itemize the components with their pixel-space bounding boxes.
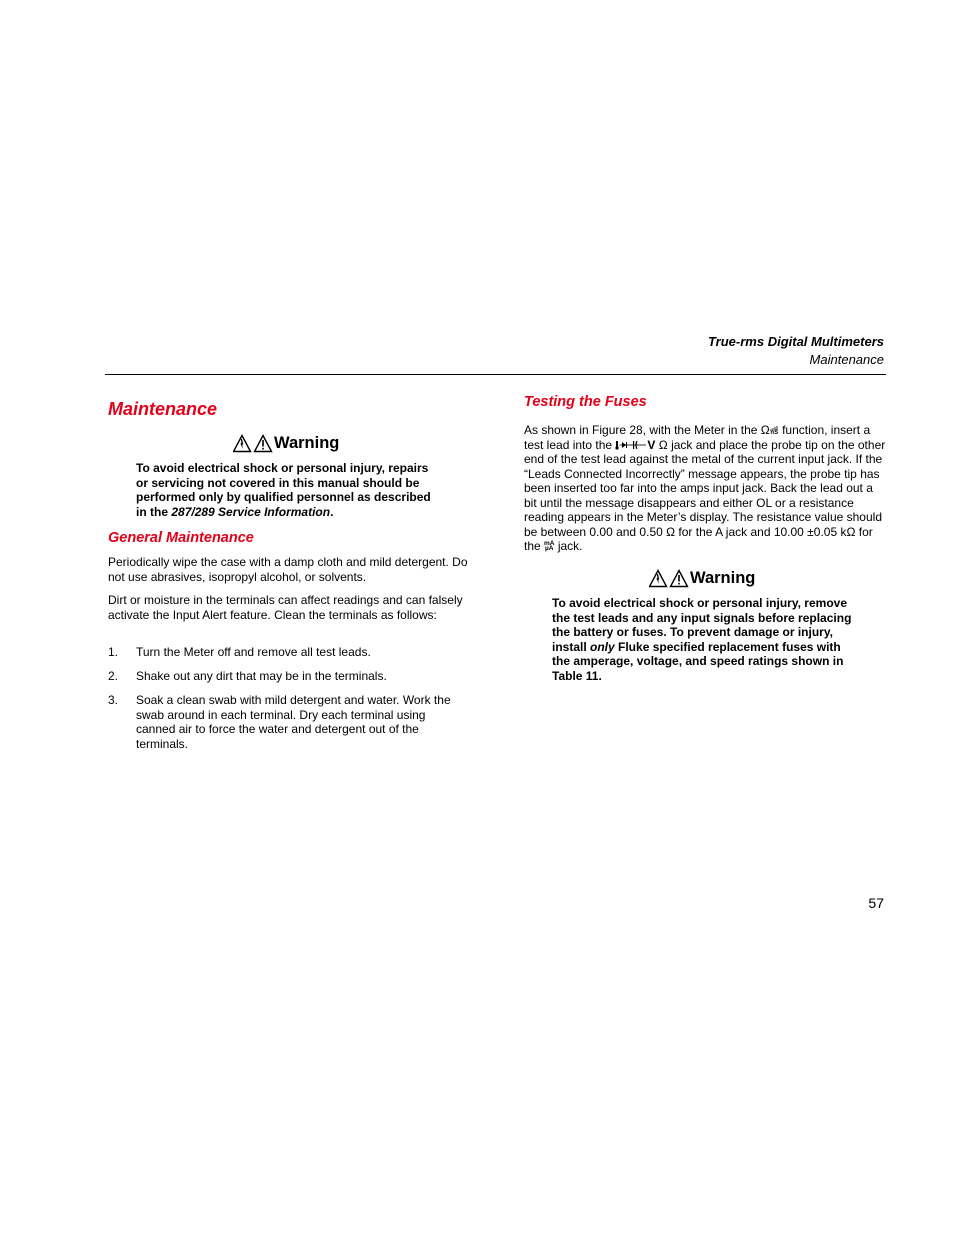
hazard-warning-icons — [233, 434, 273, 453]
temp-diode-capacitor-icon — [615, 440, 647, 450]
list-item: 1. Turn the Meter off and remove all test leads. — [108, 645, 371, 659]
list-item: 2. Shake out any dirt that may be in the terminals. — [108, 669, 387, 683]
paragraph-testing-fuses: As shown in Figure 28, with the Meter in the Ω nS function, insert a test lead into the V Ω jack and place the probe tip on the other end of the test lead against the metal of the current input jack. If the “Leads Connected Incorrectly” message appears, the probe tip has been inserted too far into the amps input jack. Back the lead out a bit until the message disappears and either OL or a resistance reading appears in the Meter’s display. The resistance value should be between 0.00 and 0.50 Ω for the A jack and 10.00 ±0.05 kΩ for the mA µA jack. — [524, 423, 886, 553]
caution-triangle-icon — [255, 436, 272, 452]
warning-heading — [649, 569, 755, 588]
warning-label: Warning — [690, 569, 756, 587]
warning-text: To avoid electrical shock or personal injury, repairs or servicing not covered in this manual should be performed only by qualified personnel as described in the 287/289 Service Information. — [136, 461, 431, 519]
paragraph-wipe-case: Periodically wipe the case with a damp cloth and mild detergent. Do not use abrasives, isopropyl alcohol, or solvents. — [108, 555, 468, 584]
milliamp-microamp-jack-symbol: mA µA — [544, 540, 555, 552]
warning-heading — [233, 434, 339, 453]
caution-triangle-icon — [671, 571, 688, 587]
hazard-warning-icons — [649, 569, 689, 588]
volt-ohm-jack-symbol: V Ω — [615, 438, 667, 452]
section-heading-maintenance: Maintenance — [108, 399, 218, 419]
running-header-title: True-rms Digital Multimeters — [707, 334, 884, 349]
header-rule — [105, 374, 886, 375]
emphasis-only: only — [590, 639, 615, 654]
running-header-section: Maintenance — [809, 352, 884, 367]
warning-triangle-icon — [234, 436, 251, 452]
list-item: 3. Soak a clean swab with mild detergent and water. Work the swab around in each terminal. Dry each terminal using canned air to force the water and detergent out of the terminals. — [108, 693, 451, 751]
service-info-title: 287/289 Service Information — [171, 504, 331, 519]
warning-label: Warning — [274, 434, 340, 452]
warning-triangle-icon — [650, 571, 667, 587]
warning-text: To avoid electrical shock or personal injury, remove the test leads and any input signals before replacing the battery or fuses. To prevent damage or injury, install only Fluke specified replacement fuses with the amperage, voltage, and speed ratings shown in Table 11. — [552, 596, 852, 683]
page-number: 57 — [868, 895, 884, 911]
subheading-testing-fuses: Testing the Fuses — [524, 394, 647, 410]
conductance-symbol-icon: nS — [770, 426, 779, 436]
paragraph-dirt-moisture: Dirt or moisture in the terminals can affect readings and can falsely activate the Input Alert feature. Clean the terminals as follows: — [108, 593, 463, 622]
subheading-general-maintenance: General Maintenance — [108, 530, 254, 546]
